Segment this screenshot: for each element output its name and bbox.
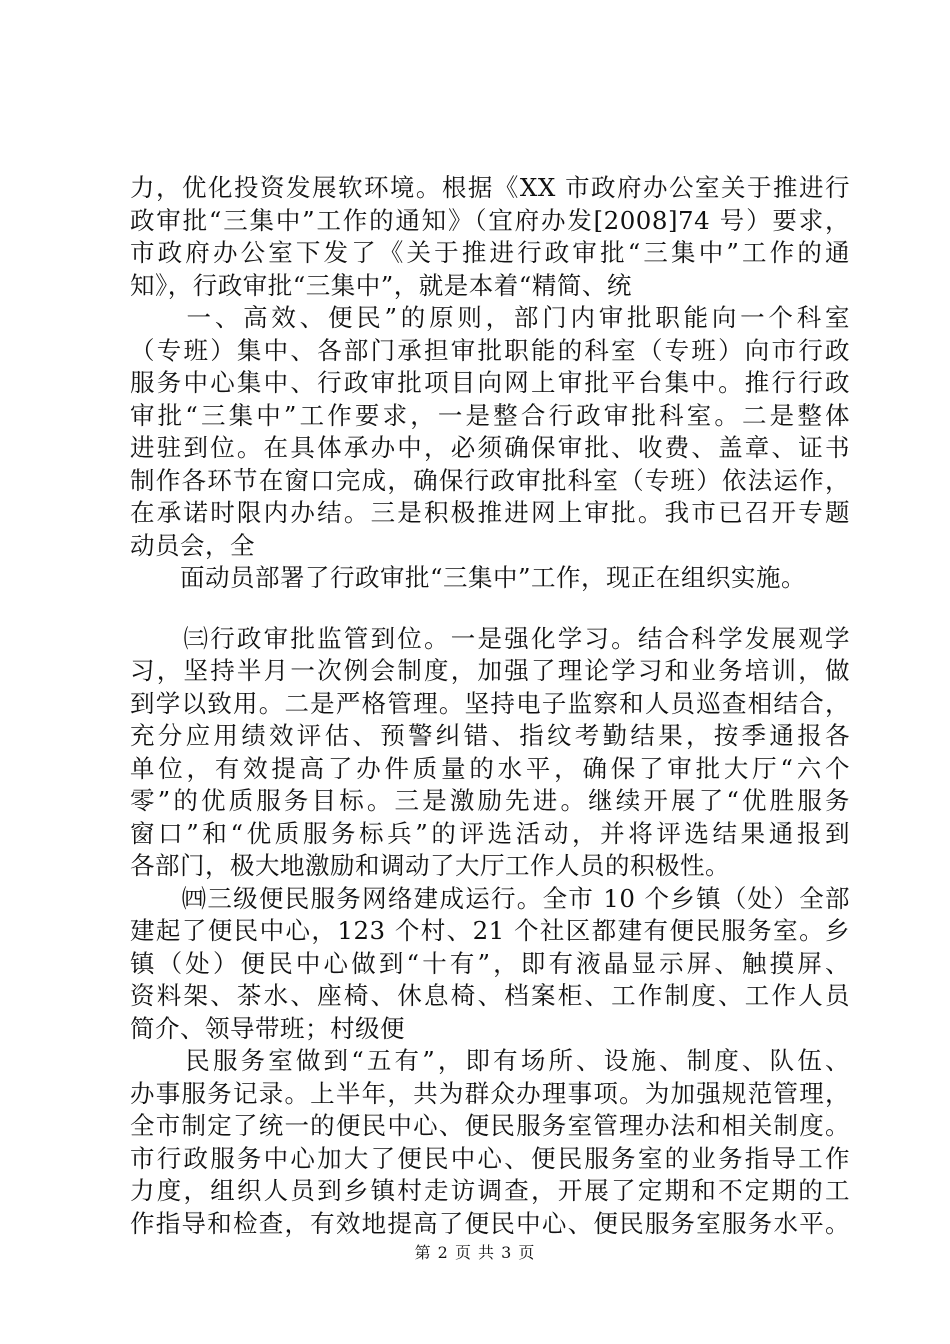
- text-line: 全市制定了统一的便民中心、便民服务室管理办法和相关制度。: [130, 1111, 850, 1140]
- text-line: 知》，行政审批“三集中”，就是本着“精简、统: [130, 270, 632, 300]
- text-line: 市行政服务中心加大了便民中心、便民服务室的业务指导工作: [130, 1143, 850, 1173]
- text-line: 审批“三集中”工作要求，一是整合行政审批科室。二是整体: [130, 400, 850, 430]
- text-line: 简介、领导带班；村级便: [130, 1013, 405, 1043]
- text-line: 政审批“三集中”工作的通知》（宜府办发[2008]74 号）要求，: [130, 205, 850, 235]
- text-line: 到学以致用。二是严格管理。坚持电子监察和人员巡查相结合，: [130, 688, 850, 718]
- text-line: 一、高效、便民”的原则，部门内审批职能向一个科室: [130, 303, 850, 332]
- text-line: 服务中心集中、行政审批项目向网上审批平台集中。推行行政: [130, 368, 850, 397]
- text-line: 习，坚持半月一次例会制度，加强了理论学习和业务培训，做: [130, 656, 850, 685]
- document-body: [130, 172, 850, 1240]
- text-line: 力，优化投资发展软环境。根据《XX 市政府办公室关于推进行: [130, 173, 850, 202]
- text-line: 民服务室做到“五有”，即有场所、设施、制度、队伍、: [130, 1046, 850, 1075]
- text-line: 资料架、茶水、座椅、休息椅、档案柜、工作制度、工作人员: [130, 981, 850, 1010]
- text-line: 在承诺时限内办结。三是积极推进网上审批。我市已召开专题: [130, 498, 850, 527]
- page-footer: 第 2 页 共 3 页: [414, 1243, 536, 1262]
- text-line: 零”的优质服务目标。三是激励先进。继续开展了“优胜服务: [130, 786, 850, 815]
- text-line: 进驻到位。在具体承办中，必须确保审批、收费、盖章、证书: [130, 433, 850, 462]
- text-line: 镇（处）便民中心做到“十有”，即有液晶显示屏、触摸屏、: [130, 948, 850, 978]
- text-line: ㈣三级便民服务网络建成运行。全市 10 个乡镇（处）全部: [130, 883, 850, 913]
- text-line: 面动员部署了行政审批“三集中”工作，现正在组织实施。: [130, 563, 807, 592]
- text-line: 力度，组织人员到乡镇村走访调查，开展了定期和不定期的工: [130, 1176, 850, 1205]
- text-line: 办事服务记录。上半年，共为群众办理事项。为加强规范管理，: [130, 1078, 850, 1108]
- text-line: 单位，有效提高了办件质量的水平，确保了审批大厅“六个: [130, 753, 850, 783]
- text-line: 市政府办公室下发了《关于推进行政审批“三集中”工作的通: [130, 238, 850, 267]
- text-line: 窗口”和“优质服务标兵”的评选活动，并将评选结果通报到: [130, 818, 850, 848]
- text-line: ㈢行政审批监管到位。一是强化学习。结合科学发展观学: [130, 623, 850, 653]
- text-line: 充分应用绩效评估、预警纠错、指纹考勤结果，按季通报各: [130, 721, 850, 750]
- paragraph-gap: [130, 595, 850, 623]
- text-line: （专班）集中、各部门承担审批职能的科室（专班）向市行政: [130, 335, 850, 365]
- text-line: 动员会，全: [130, 530, 255, 560]
- text-line: 建起了便民中心，123 个村、21 个社区都建有便民服务室。乡: [130, 916, 850, 945]
- text-line: 作指导和检查，有效地提高了便民中心、便民服务室服务水平。: [130, 1208, 850, 1238]
- text-line: 各部门，极大地激励和调动了大厅工作人员的积极性。: [130, 851, 730, 880]
- text-line: 制作各环节在窗口完成，确保行政审批科室（专班）依法运作，: [130, 465, 850, 495]
